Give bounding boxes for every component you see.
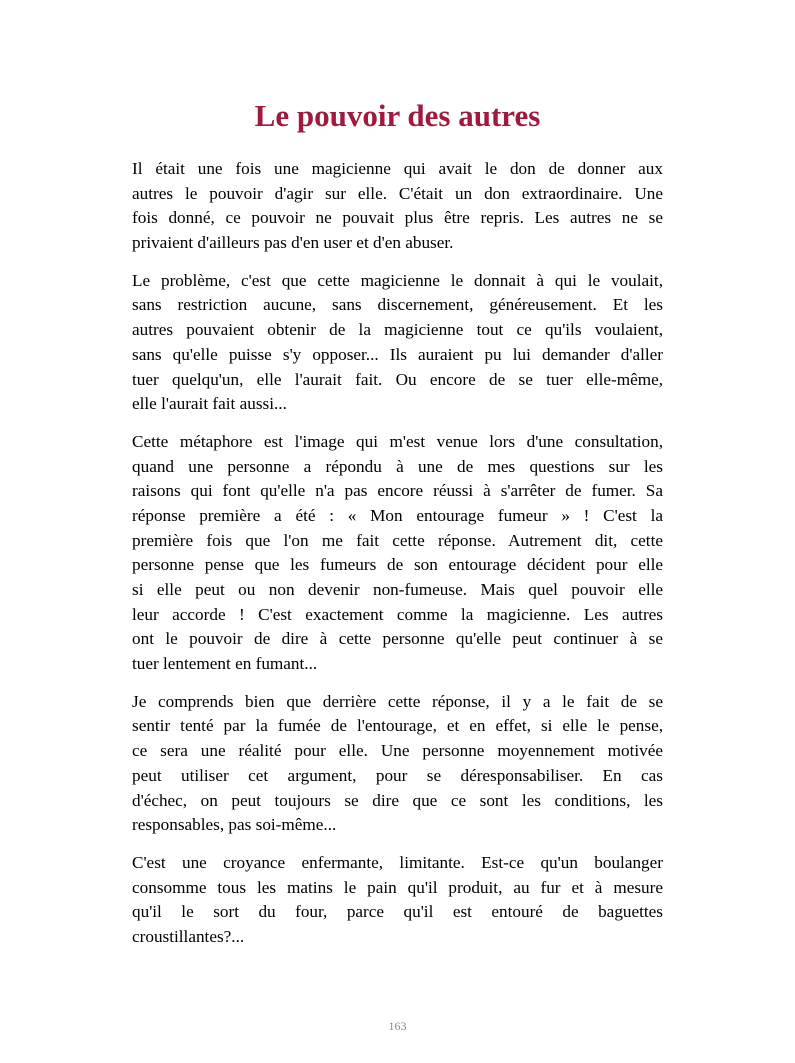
text-line: fois donné, ce pouvoir ne pouvait plus être repris. Les autres ne se <box>132 208 663 228</box>
page-title: Le pouvoir des autres <box>254 98 541 133</box>
text-line: si elle peut ou non devenir non-fumeuse. Mais quel pouvoir elle <box>132 580 663 599</box>
text-line: Cette métaphore est l'image qui m'est venue lors d'une consultation, <box>132 431 663 451</box>
text-line: d'échec, on peut toujours se dire que ce sont les conditions, les <box>132 790 663 810</box>
paragraph <box>132 157 663 256</box>
text-line: Il était une fois une magicienne qui avait le don de donner aux <box>132 159 663 178</box>
text-line: ont le pouvoir de dire à cette personne qu'elle peut continuer à se <box>132 629 663 649</box>
paragraph <box>132 851 663 950</box>
text-line: croustillantes?... <box>132 926 245 946</box>
text-line: personne pense que les fumeurs de son entourage décident pour elle <box>132 555 663 575</box>
text-line: peut utiliser cet argument, pour se déresponsabiliser. En cas <box>132 765 663 785</box>
text-line: tuer quelqu'un, elle l'aurait fait. Ou encore de se tuer elle-même, <box>132 369 663 389</box>
text-line: consomme tous les matins le pain qu'il produit, au fur et à mesure <box>132 877 663 897</box>
text-line: elle l'aurait fait aussi... <box>132 394 287 414</box>
text-line: quand une personne a répondu à une de mes questions sur les <box>132 456 663 476</box>
text-line: tuer lentement en fumant... <box>132 654 318 674</box>
paragraph <box>132 269 663 417</box>
text-line: sans qu'elle puisse s'y opposer... Ils auraient pu lui demander d'aller <box>132 344 663 364</box>
text-line: qu'il le sort du four, parce qu'il est entouré de baguettes <box>132 902 663 922</box>
text-line: sans restriction aucune, sans discernement, généreusement. Et les <box>132 295 663 315</box>
text-line: première fois que l'on me fait cette réponse. Autrement dit, cette <box>132 530 663 550</box>
text-line: privaient d'ailleurs pas d'en user et d'en abuser. <box>132 233 454 253</box>
paragraph <box>132 690 663 838</box>
text-line: réponse première a été : « Mon entourage fumeur » ! C'est la <box>132 505 663 525</box>
text-line: sentir tenté par la fumée de l'entourage, et en effet, si elle le pense, <box>132 716 663 736</box>
text-line: responsables, pas soi-même... <box>132 815 337 835</box>
text-line: Le problème, c'est que cette magicienne le donnait à qui le voulait, <box>132 270 663 290</box>
text-line: raisons qui font qu'elle n'a pas encore réussi à s'arrêter de fumer. Sa <box>132 481 663 501</box>
text-line: autres pouvaient obtenir de la magicienne tout ce qu'ils voulaient, <box>132 320 663 340</box>
text-line: C'est une croyance enfermante, limitante. Est-ce qu'un boulanger <box>132 852 663 872</box>
page-number: 163 <box>388 1019 407 1033</box>
text-line: ce sera une réalité pour elle. Une personne moyennement motivée <box>132 741 663 761</box>
text-line: leur accorde ! C'est exactement comme la magicienne. Les autres <box>132 604 663 624</box>
text-line: autres le pouvoir d'agir sur elle. C'était un don extraordinaire. Une <box>132 183 663 203</box>
body-text <box>132 157 663 963</box>
text-line: Je comprends bien que derrière cette réponse, il y a le fait de se <box>132 691 663 711</box>
paragraph <box>132 430 663 677</box>
